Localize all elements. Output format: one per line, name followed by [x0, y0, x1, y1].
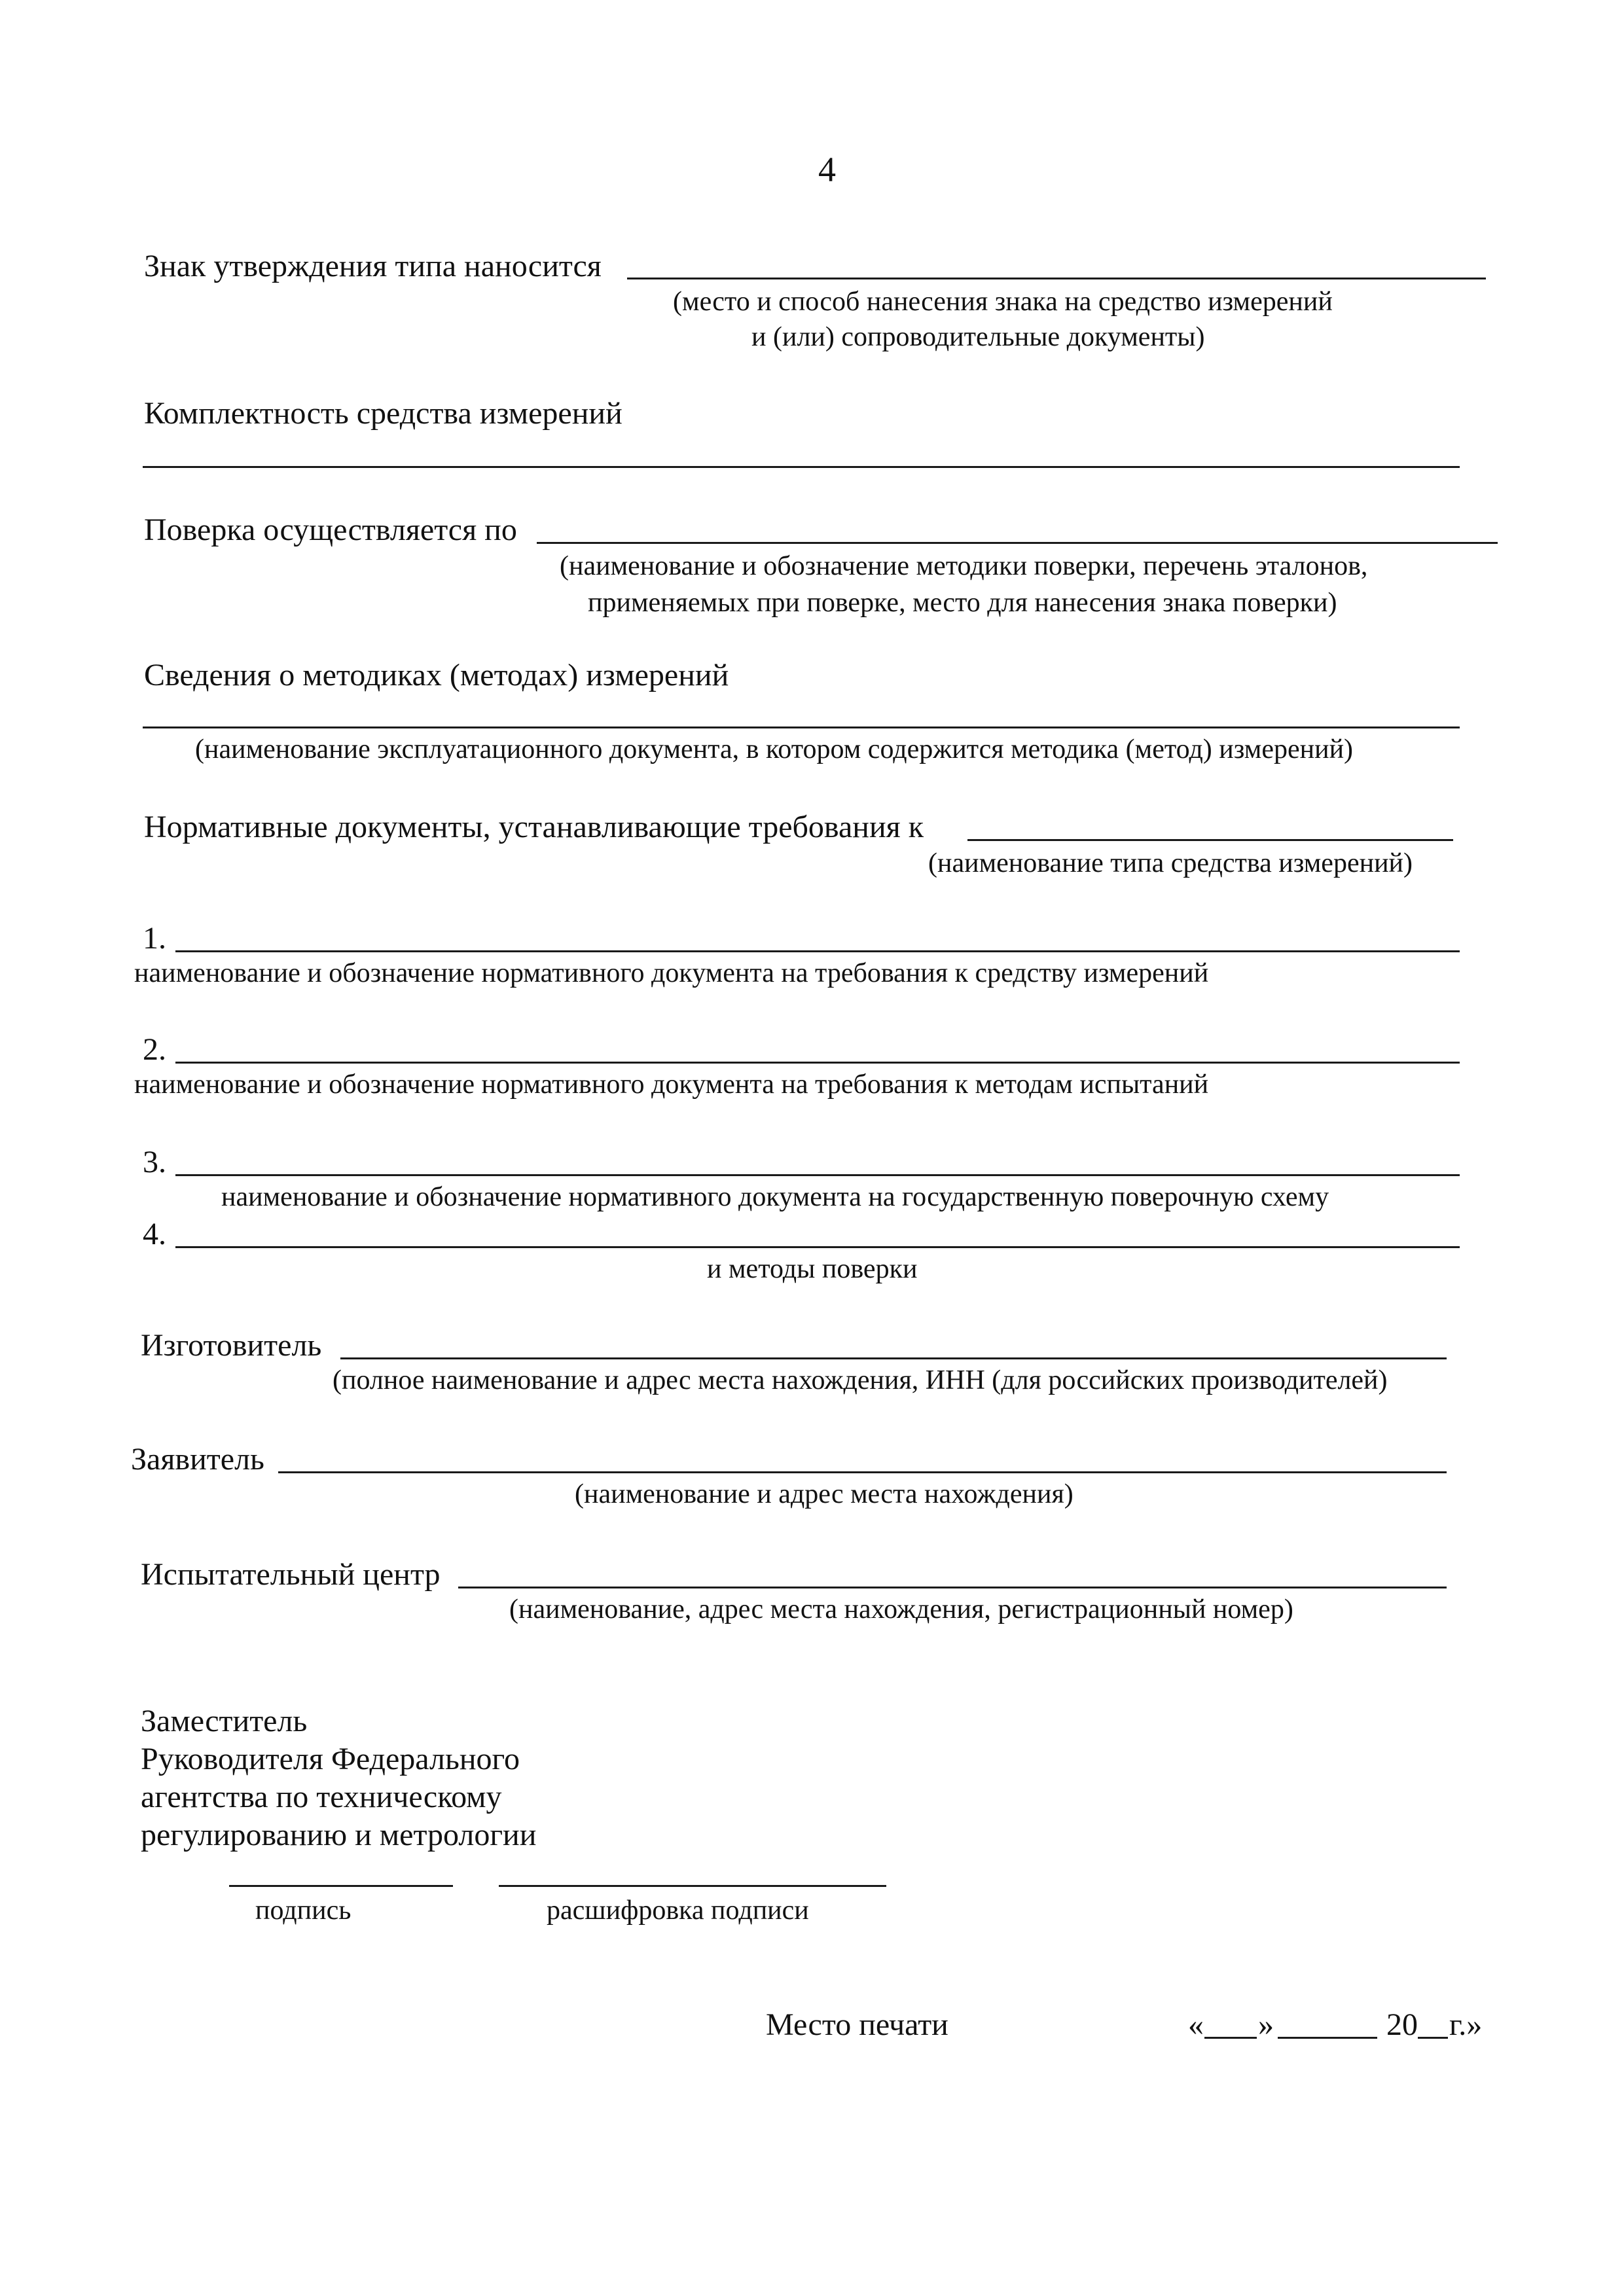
- signature-name-hint: расшифровка подписи: [547, 1895, 809, 1926]
- normative-type-hint: (наименование типа средства измерений): [928, 848, 1413, 878]
- normative-item-4-field[interactable]: [175, 1246, 1460, 1248]
- normative-item-3-number: 3.: [143, 1145, 166, 1179]
- normative-item-1-number: 1.: [143, 921, 166, 956]
- date-year-field[interactable]: [1418, 2037, 1448, 2039]
- applicant-hint: (наименование и адрес места нахождения): [575, 1479, 1074, 1509]
- normative-item-3-field[interactable]: [175, 1174, 1460, 1176]
- verification-field[interactable]: [537, 542, 1498, 544]
- normative-item-4-hint: и методы поверки: [707, 1254, 918, 1284]
- approval-mark-field[interactable]: [627, 278, 1486, 279]
- manufacturer-field[interactable]: [340, 1357, 1447, 1359]
- signatory-line-1: Заместитель: [141, 1704, 308, 1738]
- verification-label: Поверка осуществляется по: [144, 512, 517, 547]
- completeness-field[interactable]: [143, 466, 1460, 468]
- signature-field[interactable]: [229, 1885, 453, 1887]
- completeness-label: Комплектность средства измерений: [144, 396, 623, 431]
- methods-field[interactable]: [143, 726, 1460, 728]
- date-year-suffix: г.»: [1449, 2007, 1483, 2042]
- signature-hint: подпись: [255, 1895, 352, 1926]
- manufacturer-hint: (полное наименование и адрес места нахождения, ИНН (для российских производителей): [333, 1365, 1388, 1395]
- approval-mark-label: Знак утверждения типа наносится: [144, 249, 602, 283]
- page-number: 4: [818, 150, 836, 189]
- date-day-field[interactable]: [1204, 2037, 1257, 2039]
- normative-item-2-hint: наименование и обозначение нормативного документа на требования к методам испытаний: [134, 1069, 1209, 1100]
- test-center-field[interactable]: [458, 1587, 1447, 1588]
- methods-label: Сведения о методиках (методах) измерений: [144, 658, 729, 692]
- applicant-field[interactable]: [278, 1471, 1447, 1473]
- normative-label: Нормативные документы, устанавливающие требования к: [144, 810, 924, 844]
- date-open-quote: «: [1188, 2007, 1204, 2042]
- normative-item-2-field[interactable]: [175, 1062, 1460, 1064]
- normative-item-1-field[interactable]: [175, 950, 1460, 952]
- signatory-line-4: регулированию и метрологии: [141, 1818, 537, 1852]
- normative-item-4-number: 4.: [143, 1217, 166, 1251]
- normative-item-3-hint: наименование и обозначение нормативного документа на государственную поверочную схему: [221, 1182, 1329, 1212]
- normative-item-1-hint: наименование и обозначение нормативного документа на требования к средству измерений: [134, 958, 1209, 988]
- date-month-field[interactable]: [1278, 2037, 1377, 2039]
- methods-hint: (наименование эксплуатационного документа, в котором содержится методика (метод) измерений): [195, 734, 1354, 764]
- signatory-line-3: агентства по техническому: [141, 1780, 502, 1814]
- normative-type-field[interactable]: [967, 839, 1453, 841]
- test-center-hint: (наименование, адрес места нахождения, регистрационный номер): [509, 1594, 1293, 1624]
- date-close-quote: »: [1258, 2007, 1274, 2042]
- date-year-prefix: 20: [1386, 2007, 1418, 2042]
- verification-hint-1: (наименование и обозначение методики поверки, перечень эталонов,: [560, 551, 1368, 581]
- manufacturer-label: Изготовитель: [141, 1328, 322, 1363]
- applicant-label: Заявитель: [131, 1442, 264, 1477]
- normative-item-2-number: 2.: [143, 1032, 166, 1067]
- approval-mark-hint-2: и (или) сопроводительные документы): [751, 322, 1205, 352]
- signature-name-field[interactable]: [499, 1885, 886, 1887]
- verification-hint-2: применяемых при поверке, место для нанесения знака поверки): [588, 588, 1337, 618]
- test-center-label: Испытательный центр: [141, 1557, 441, 1592]
- approval-mark-hint-1: (место и способ нанесения знака на средство измерений: [673, 287, 1333, 317]
- stamp-place-label: Место печати: [766, 2007, 948, 2042]
- signatory-line-2: Руководителя Федерального: [141, 1742, 520, 1776]
